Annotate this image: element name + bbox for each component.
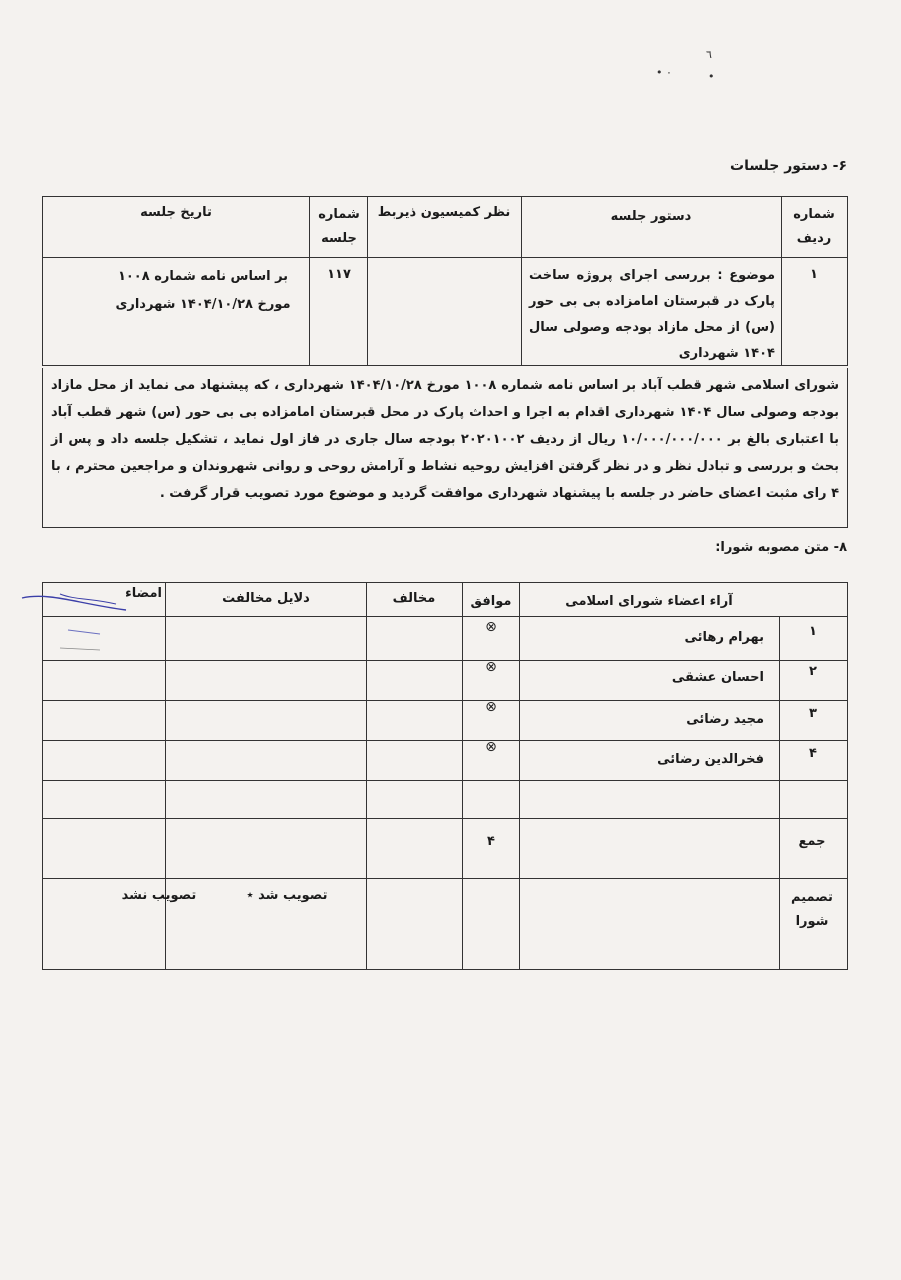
member-4-agree-mark: ⊗ <box>485 739 497 755</box>
header-agenda: دستور جلسه <box>610 209 692 224</box>
votes-table <box>42 582 848 970</box>
header-members: آراء اعضاء شورای اسلامی <box>565 594 733 609</box>
session-date: بر اساس نامه شماره ۱۰۰۸ مورخ ۱۴۰۴/۱۰/۲۸ شهرداری <box>115 269 291 312</box>
member-2-name: احسان عشقی <box>671 670 764 685</box>
signature-pen-marks <box>40 620 160 880</box>
header-session-date: تاریخ جلسه <box>140 205 212 220</box>
header-agree: موافق <box>470 594 512 609</box>
approved-text-title: ۸- متن مصوبه شورا: <box>715 540 847 555</box>
session-number: ۱۱۷ <box>327 267 351 282</box>
member-1-name: بهرام رهائی <box>684 630 764 645</box>
scan-marks: ٦ • ٠ • <box>656 48 715 83</box>
header-disagree: مخالف <box>392 591 436 606</box>
agenda-subject: موضوع : بررسی اجرای پروژه ساخت پارک در قبرستان امامزاده بی بی حور (س) از محل مازاد بودجه وصولی سال ۱۴۰۴ شهرداری <box>529 268 775 361</box>
agenda-table <box>42 196 848 366</box>
header-signature: امضاء <box>125 586 162 601</box>
member-2-agree-mark: ⊗ <box>485 659 497 675</box>
member-2-no: ۲ <box>809 664 817 679</box>
total-label: جمع <box>798 834 826 849</box>
rejected-option: تصویب نشد <box>121 888 197 903</box>
member-1-no: ۱ <box>809 624 817 639</box>
resolution-text: شورای اسلامی شهر قطب آباد بر اساس نامه شماره ۱۰۰۸ مورخ ۱۴۰۴/۱۰/۲۸ شهرداری ، که پیشنهاد می نماید از محل مازاد بودجه وصولی سال ۱۴۰۴ شهرداری اقدام به اجرا و احداث پارک در محل قبرستان امامزاده بی بی حور (س) شهر قطب آباد با اعتباری بالغ بر ۱۰/۰۰۰/۰۰۰/۰۰۰ ریال از ردیف ۲۰۲۰۱۰۰۲ بودجه سال جاری در فاز اول نماید ، تشکیل جلسه داد و پس از بحث و بررسی و تبادل نظر و در نظر گرفتن افزایش روحیه نشاط و آرامش روحی و روانی شهروندان و مراجعین محترم ، با ۴ رای مثبت اعضای حاضر در جلسه با پیشنهاد شهرداری موافقت گردید و موضوع مورد تصویب قرار گرفت . <box>42 368 848 528</box>
signature-ink-stroke <box>20 586 130 616</box>
header-reasons: دلایل مخالفت <box>222 591 310 606</box>
decision-label: تصمیم شورا <box>791 890 833 929</box>
header-committee-opinion: نظر کمیسیون ذیربط <box>377 205 511 220</box>
header-row-no: شماره ردیف <box>793 207 835 246</box>
member-4-name: فخرالدین رضائی <box>657 752 764 767</box>
approved-option: تصویب شد ٭ <box>246 888 328 903</box>
section-title: ۶- دستور جلسات <box>730 158 847 174</box>
member-1-agree-mark: ⊗ <box>485 619 497 635</box>
row-number: ۱ <box>810 267 818 282</box>
member-3-agree-mark: ⊗ <box>485 699 497 715</box>
total-agree: ۴ <box>487 834 495 849</box>
header-session-no: شماره جلسه <box>318 207 360 246</box>
member-3-no: ۳ <box>809 706 817 721</box>
member-3-name: مجید رضائی <box>686 712 764 727</box>
member-4-no: ۴ <box>809 746 817 761</box>
